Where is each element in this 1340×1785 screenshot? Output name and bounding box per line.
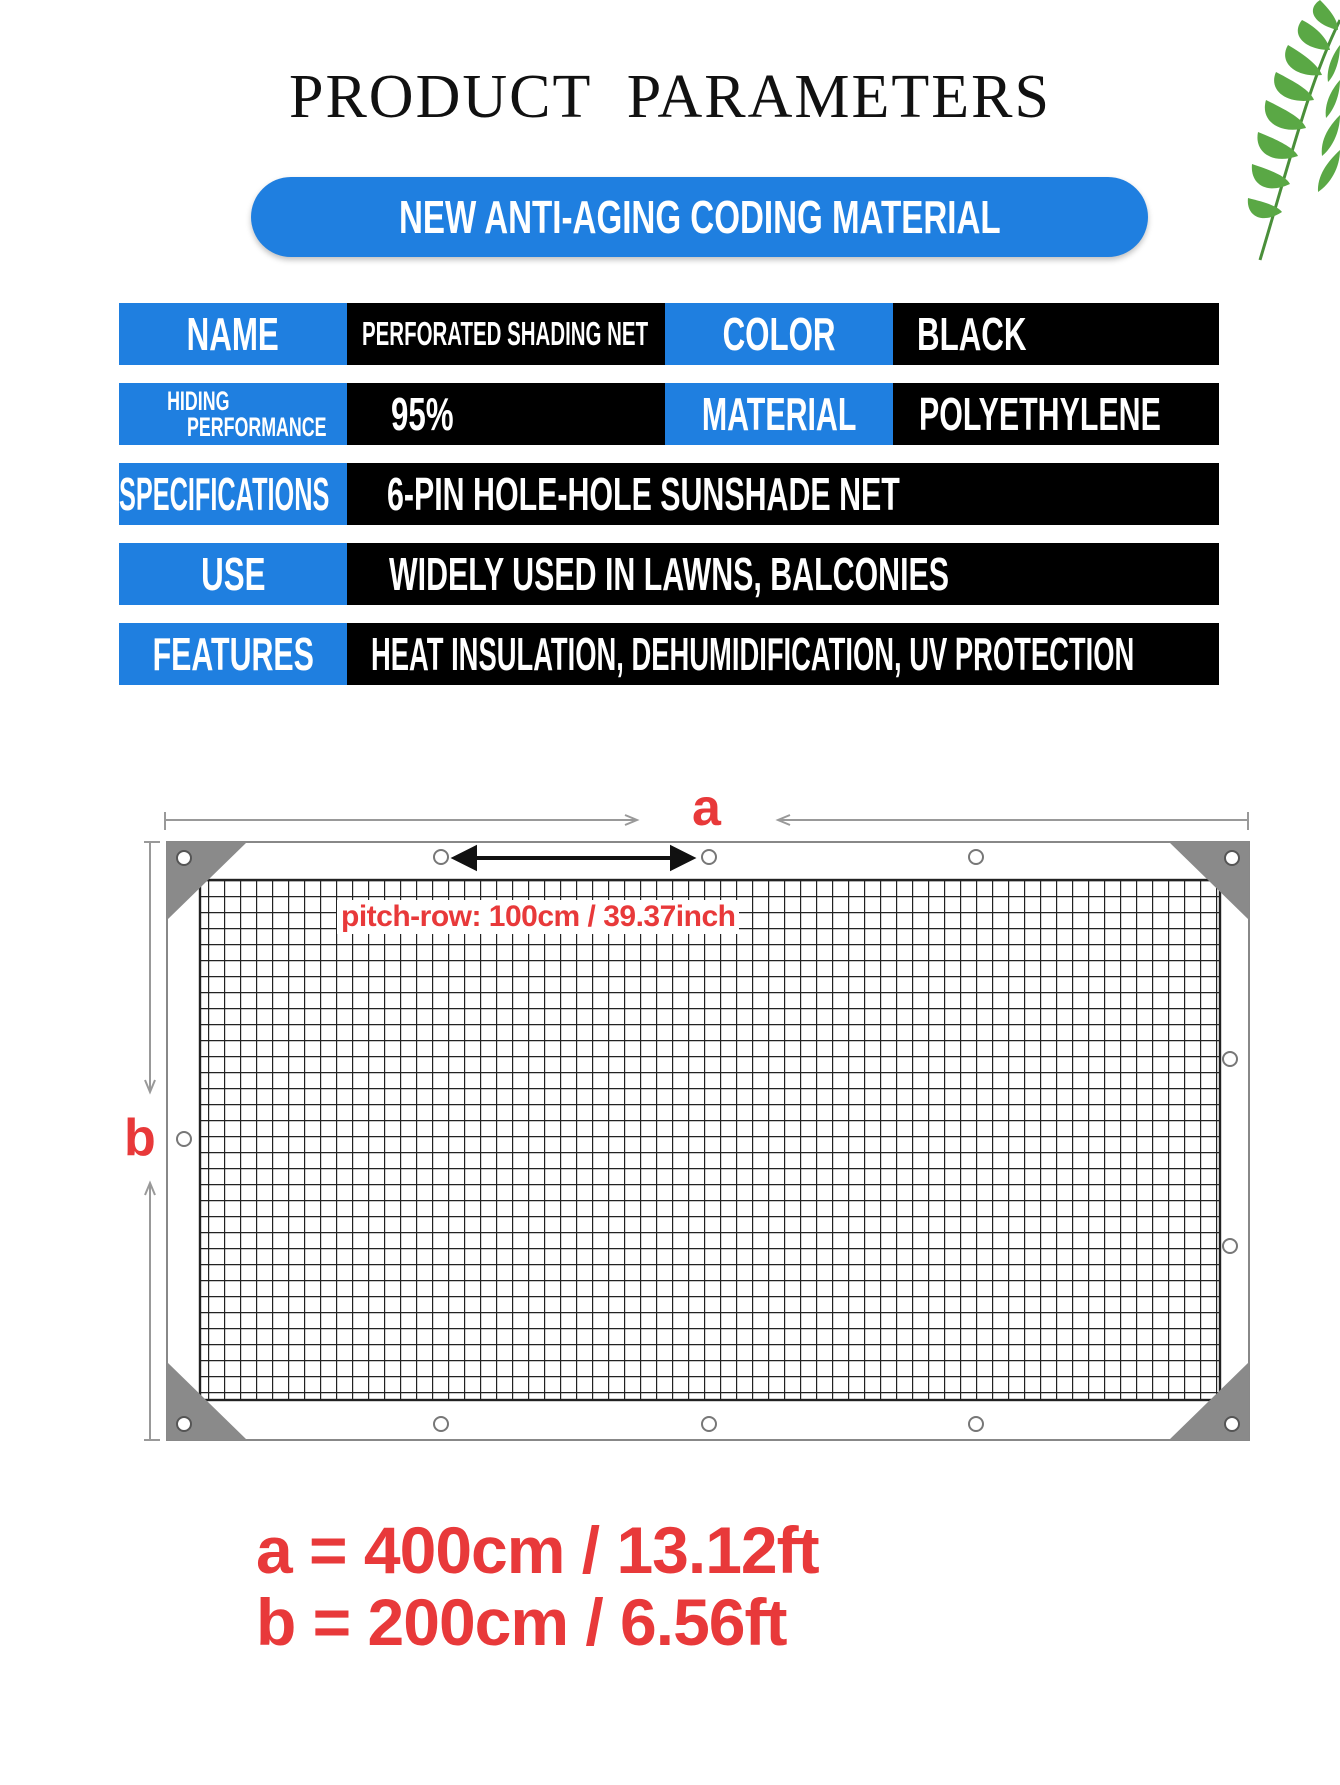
color-label: COLOR [722, 308, 836, 360]
use-label: USE [200, 548, 266, 600]
name-value: PERFORATED SHADING NET [362, 315, 649, 352]
hiding-label-line2: PERFORMANCE [186, 412, 327, 442]
dimension-a-value: a = 400cm / 13.12ft [256, 1513, 819, 1587]
spec-value: 6-PIN HOLE-HOLE SUNSHADE NET [387, 468, 900, 520]
hiding-value: 95% [391, 388, 454, 440]
dimension-b-value: b = 200cm / 6.56ft [256, 1585, 787, 1659]
name-label: NAME [186, 308, 280, 360]
page-title: PRODUCT PARAMETERS [288, 63, 1052, 131]
material-value: POLYETHYLENE [919, 388, 1161, 440]
dimension-a-label: a [692, 779, 721, 837]
use-value: WIDELY USED IN LAWNS, BALCONIES [389, 548, 950, 600]
pitch-label: pitch-row: 100cm / 39.37inch [337, 900, 739, 934]
hiding-label-line1: HIDING [167, 386, 230, 416]
features-value: HEAT INSULATION, DEHUMIDIFICATION, UV PROTECTION [371, 628, 1135, 680]
banner-text: NEW ANTI-AGING CODING MATERIAL [398, 191, 1001, 243]
features-label: FEATURES [152, 628, 314, 680]
color-value: BLACK [917, 308, 1027, 360]
spec-label: SPECIFICATIONS [119, 468, 330, 520]
material-label: MATERIAL [701, 388, 857, 440]
dimension-b-label: b [124, 1109, 156, 1167]
net-mesh [200, 880, 1220, 1400]
